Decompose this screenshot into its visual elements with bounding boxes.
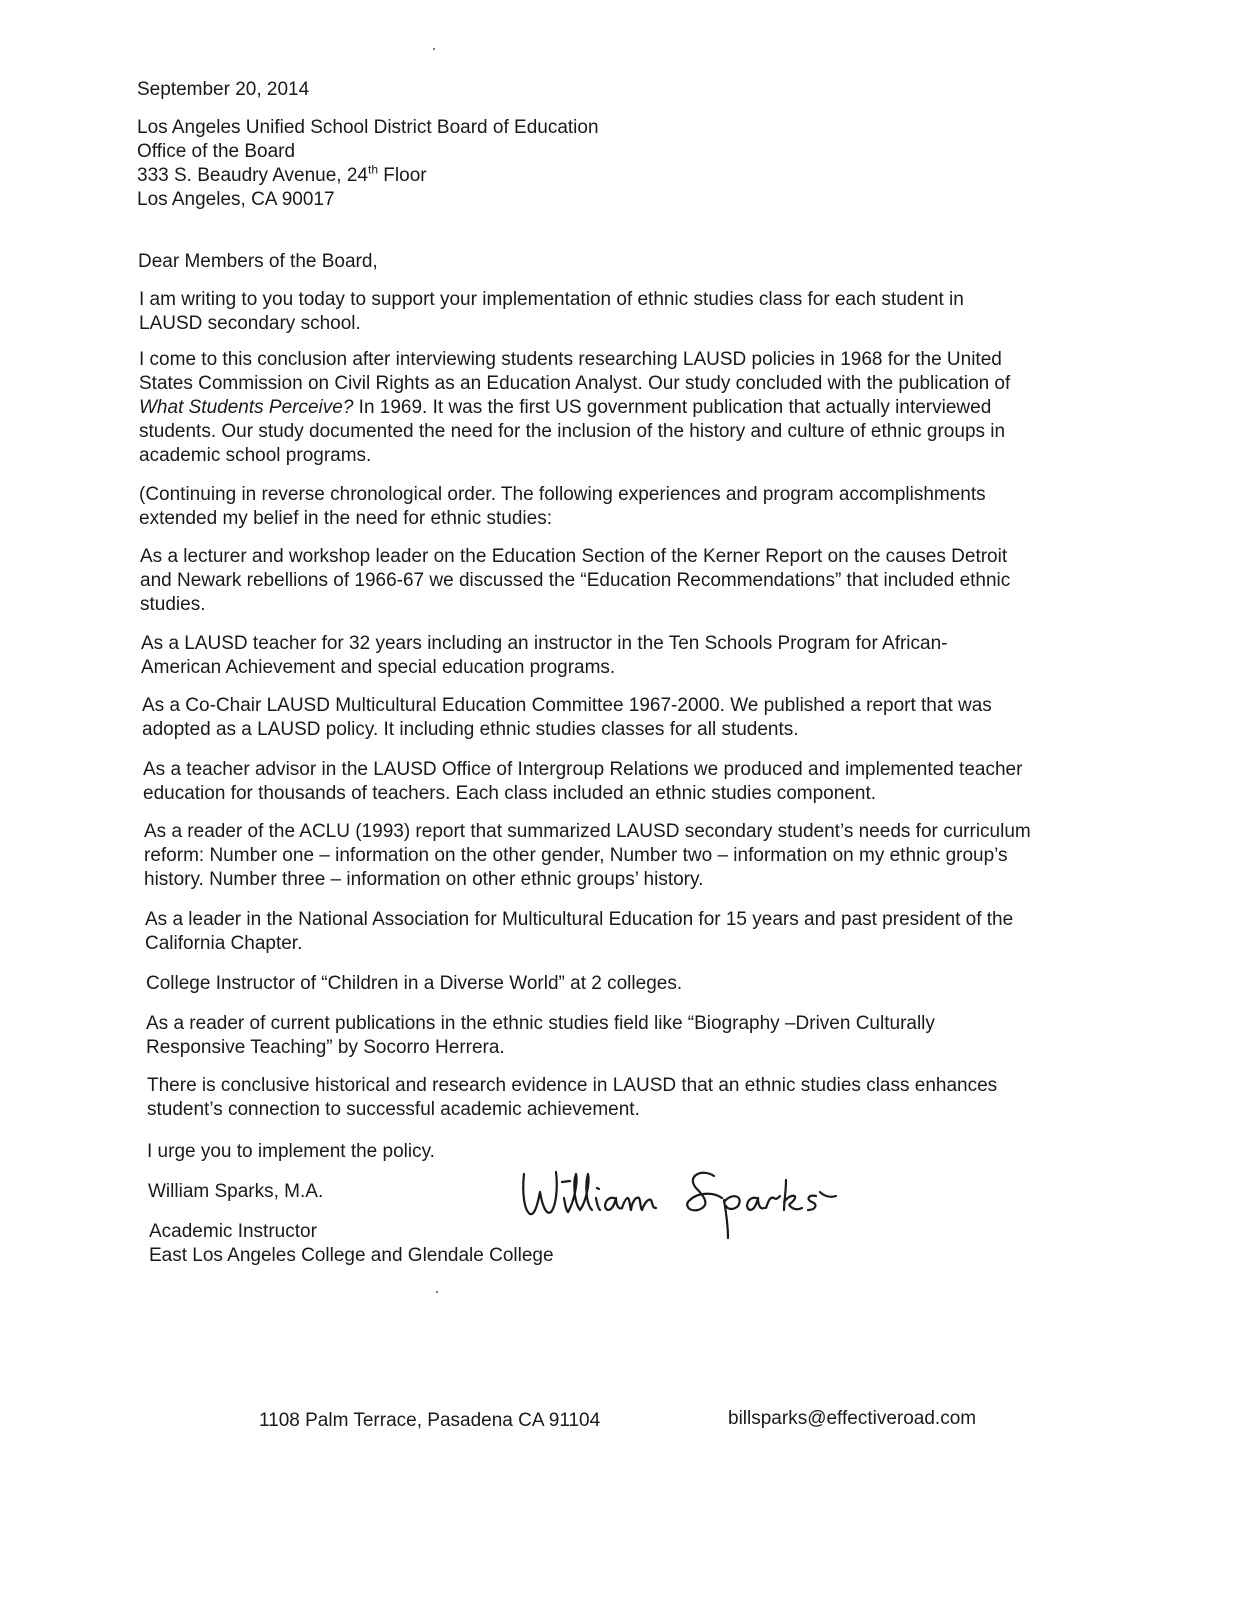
paragraph-4 xyxy=(140,545,1010,617)
paragraph-line: What Students Perceive? In 1969. It was the first US government publication that actually interviewed xyxy=(139,397,992,418)
paragraph-line: As a reader of the ACLU (1993) report that summarized LAUSD secondary student’s needs for curriculum xyxy=(144,821,1031,842)
paragraph-2 xyxy=(139,348,1010,468)
paragraph-line: States Commission on Civil Rights as an Education Analyst. Our study concluded with the publication of xyxy=(139,373,1011,394)
scan-speck xyxy=(436,1291,438,1293)
recipient-line: Office of the Board xyxy=(137,141,296,162)
paragraph-line: American Achievement and special education programs. xyxy=(141,657,616,678)
paragraph-7 xyxy=(143,758,1022,806)
signer-title-line: Academic Instructor xyxy=(149,1221,317,1242)
recipient-line: Los Angeles Unified School District Board of Education xyxy=(137,117,599,138)
recipient-line: 333 S. Beaudry Avenue, 24th Floor xyxy=(137,162,427,186)
paragraph-line: As a teacher advisor in the LAUSD Office of Intergroup Relations we produced and implemented teacher xyxy=(143,759,1023,780)
paragraph-line: student’s connection to successful academic achievement. xyxy=(147,1099,640,1120)
paragraph-line: (Continuing in reverse chronological order. The following experiences and program accomplishments xyxy=(139,484,986,505)
recipient-line: Los Angeles, CA 90017 xyxy=(137,189,335,210)
paragraph-line: I come to this conclusion after interviewing students researching LAUSD policies in 1968 for the United xyxy=(139,349,1002,370)
paragraph-5 xyxy=(141,632,948,680)
paragraph-9 xyxy=(145,908,1013,956)
paragraph-line: students. Our study documented the need for the inclusion of the history and culture of ethnic groups in xyxy=(139,421,1006,442)
paragraph-3 xyxy=(139,483,986,531)
paragraph-line: reform: Number one – information on the other gender, Number two – information on my ethnic group’s xyxy=(144,845,1008,866)
paragraph-line: adopted as a LAUSD policy. It including ethnic studies classes for all students. xyxy=(142,719,799,740)
paragraph-line: As a lecturer and workshop leader on the Education Section of the Kerner Report on the causes Detroit xyxy=(140,546,1008,567)
paragraph-line: As a LAUSD teacher for 32 years including an instructor in the Ten Schools Program for African- xyxy=(141,633,948,654)
paragraph-8 xyxy=(144,820,1031,892)
paragraph-line: and Newark rebellions of 1966-67 we discussed the “Education Recommendations” that included ethnic xyxy=(140,570,1011,591)
paragraph-line: Responsive Teaching” by Socorro Herrera. xyxy=(146,1037,505,1058)
paragraph-line: education for thousands of teachers. Each class included an ethnic studies component. xyxy=(143,783,877,804)
closing-request: I urge you to implement the policy. xyxy=(147,1141,435,1162)
paragraph-6 xyxy=(142,694,992,742)
paragraph-11 xyxy=(146,1012,935,1060)
signer-institution-line: East Los Angeles College and Glendale College xyxy=(149,1245,554,1266)
salutation: Dear Members of the Board, xyxy=(138,251,378,272)
recipient-address xyxy=(137,116,599,212)
paragraph-line: As a Co-Chair LAUSD Multicultural Education Committee 1967-2000. We published a report that was xyxy=(142,695,992,716)
paragraph-line: California Chapter. xyxy=(145,933,303,954)
paragraph-line: There is conclusive historical and research evidence in LAUSD that an ethnic studies class enhances xyxy=(147,1075,998,1096)
paragraph-line: studies. xyxy=(140,594,206,615)
paragraph-line: As a leader in the National Association for Multicultural Education for 15 years and past president of the xyxy=(145,909,1014,930)
paragraph-12 xyxy=(147,1074,997,1122)
paragraph-line: I am writing to you today to support your implementation of ethnic studies class for each student in xyxy=(139,289,964,310)
letter-date: September 20, 2014 xyxy=(137,79,310,100)
paragraph-10: College Instructor of “Children in a Diverse World” at 2 colleges. xyxy=(146,973,683,994)
paragraph-line: history. Number three – information on other ethnic groups’ history. xyxy=(144,869,704,890)
paragraph-line: academic school programs. xyxy=(139,445,372,466)
signer-title xyxy=(149,1220,554,1268)
footer-email: billsparks@effectiveroad.com xyxy=(728,1408,977,1429)
paragraph-line: As a reader of current publications in the ethnic studies field like “Biography –Driven Culturally xyxy=(146,1013,935,1034)
paragraph-line: LAUSD secondary school. xyxy=(139,313,361,334)
signer-name: William Sparks, M.A. xyxy=(148,1181,324,1202)
footer-address: 1108 Palm Terrace, Pasadena CA 91104 xyxy=(259,1410,601,1431)
handwritten-signature xyxy=(518,1152,858,1242)
paragraph-line: extended my belief in the need for ethnic studies: xyxy=(139,508,552,529)
paragraph-1 xyxy=(139,288,964,336)
scan-speck xyxy=(433,48,435,50)
